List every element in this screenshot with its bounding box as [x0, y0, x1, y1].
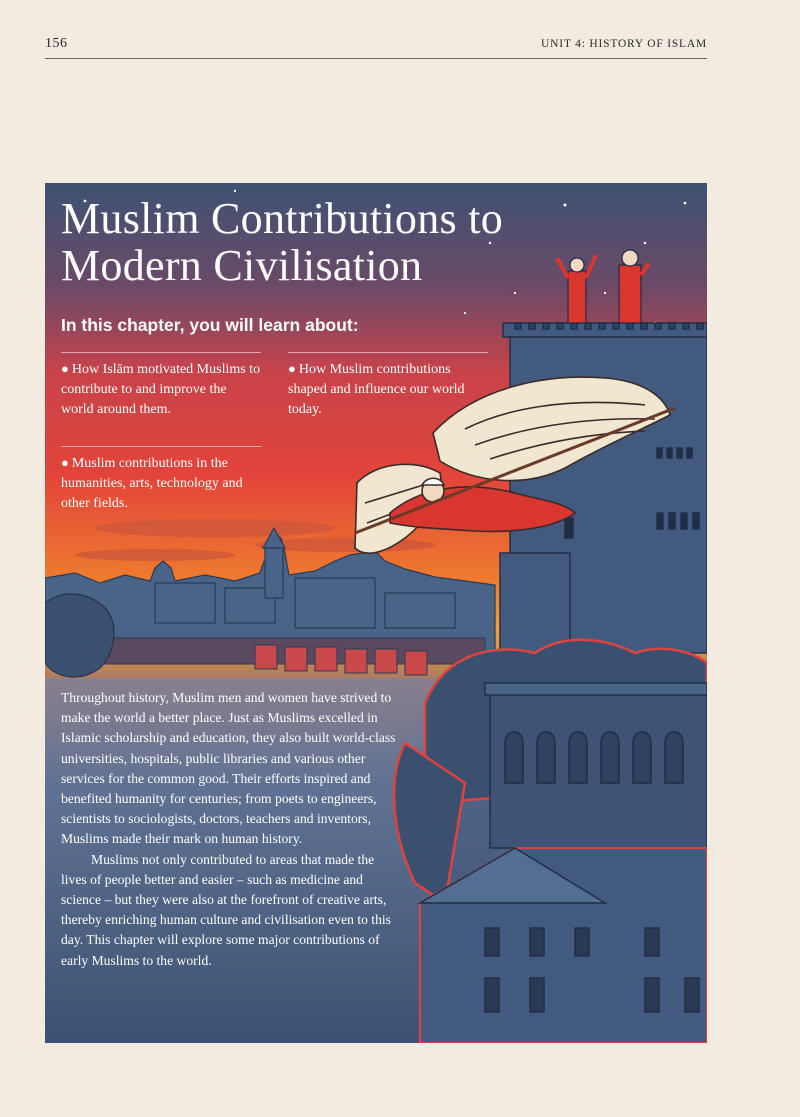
- objective-item: [61, 352, 261, 420]
- divider: [61, 352, 261, 353]
- chapter-introduction: [61, 688, 399, 971]
- intro-paragraph: Throughout history, Muslim men and women have strived to make the world a better place. Just as Muslims excelled in Islamic scholarship and education, they also built world-class universities, hospitals, public libraries and various other services for the common good. Their efforts inspired and benefited humanity for centuries; from poets to engineers, scientists to sociologists, doctors, teachers and inventors, Muslims made their mark on human history.: [61, 690, 396, 847]
- bullet-icon: ●: [288, 361, 296, 376]
- chapter-title: Muslim Contributions to Modern Civilisation: [61, 194, 504, 290]
- intro-paragraph: Muslims not only contributed to areas that made the lives of people better and easier – such as medicine and science – but they were also at the forefront of creative arts, thereby enriching human culture and civilisation even to this day. This chapter will explore some major contributions of early Muslims to the world.: [61, 851, 391, 968]
- bullet-icon: ●: [61, 361, 69, 376]
- trees-left: [45, 594, 114, 677]
- objective-item: [61, 446, 261, 514]
- objective-text: How Muslim contributions shaped and influence our world today.: [288, 362, 465, 417]
- divider: [288, 352, 488, 353]
- page-number: 156: [45, 36, 68, 51]
- objective-text: How Islām motivated Muslims to contribute to and improve the world around them.: [61, 362, 261, 417]
- chapter-opener-panel: [45, 183, 707, 1043]
- learning-objectives-heading: In this chapter, you will learn about:: [61, 315, 359, 335]
- objective-text: Muslim contributions in the humanities, arts, technology and other fields.: [61, 456, 243, 511]
- objective-item: [288, 352, 488, 420]
- running-head: [45, 36, 707, 59]
- divider: [61, 446, 261, 447]
- unit-title: UNIT 4: HISTORY OF ISLAM: [541, 38, 707, 50]
- bullet-icon: ●: [61, 455, 69, 470]
